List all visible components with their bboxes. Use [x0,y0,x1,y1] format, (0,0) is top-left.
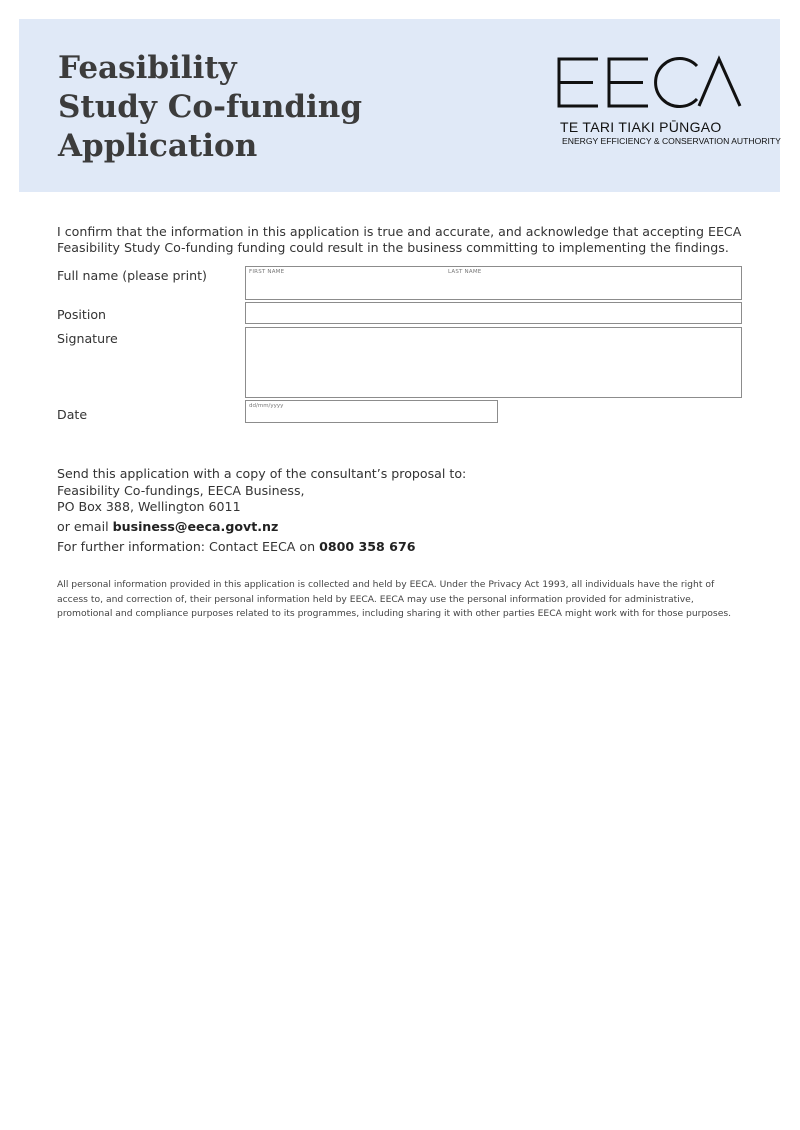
info-prefix: For further information: Contact EECA on [57,539,320,554]
email-link[interactable]: business@eeca.govt.nz [112,519,279,534]
info-line [57,539,415,554]
position-field[interactable] [245,302,742,324]
header-banner [19,19,780,192]
send-instructions [57,466,466,516]
position-label: Position [57,307,107,322]
signature-label: Signature [57,331,118,346]
email-prefix: or email [57,519,113,534]
logo-subtitle: ENERGY EFFICIENCY & CONSERVATION AUTHORITY [562,136,781,146]
first-name-hint: FIRST NAME [249,269,285,275]
title-line-3: Application [58,128,258,164]
title-line-1: Feasibility [58,50,237,86]
eeca-logo [556,56,749,168]
date-field[interactable] [245,400,498,423]
date-placeholder: dd/mm/yyyy [249,403,284,409]
email-line [57,519,278,534]
phone-number: 0800 358 676 [319,539,416,554]
declaration-text: I confirm that the information in this application is true and accurate, and acknowledge that accepting EECA Feasibility Study Co-funding funding could result in the business committing to implementing the findings. [57,224,742,255]
last-name-hint: LAST NAME [448,269,482,275]
date-label: Date [57,407,88,422]
page-title [58,49,362,166]
logo-wordmark: EECA [746,56,749,57]
title-line-2: Study Co-funding [58,89,363,125]
logo-tagline: TE TARI TIAKI PŪNGAO [560,119,722,135]
send-line-3: PO Box 388, Wellington 6011 [57,499,241,514]
privacy-notice: All personal information provided in this application is collected and held by EECA. Under the Privacy Act 1993, all individuals have the right of access to, and correction of, their personal information held by EECA. EECA may use the personal information provided for administrative, promotional and compliance purposes related to its programmes, including sharing it with other parties EECA might work with for those purposes. [57,579,732,619]
signature-field[interactable] [245,327,742,398]
send-line-1: Send this application with a copy of the consultant’s proposal to: [57,466,467,481]
send-line-2: Feasibility Co-fundings, EECA Business, [57,482,305,498]
full-name-label: Full name (please print) [57,268,207,283]
full-name-field[interactable] [245,266,742,300]
